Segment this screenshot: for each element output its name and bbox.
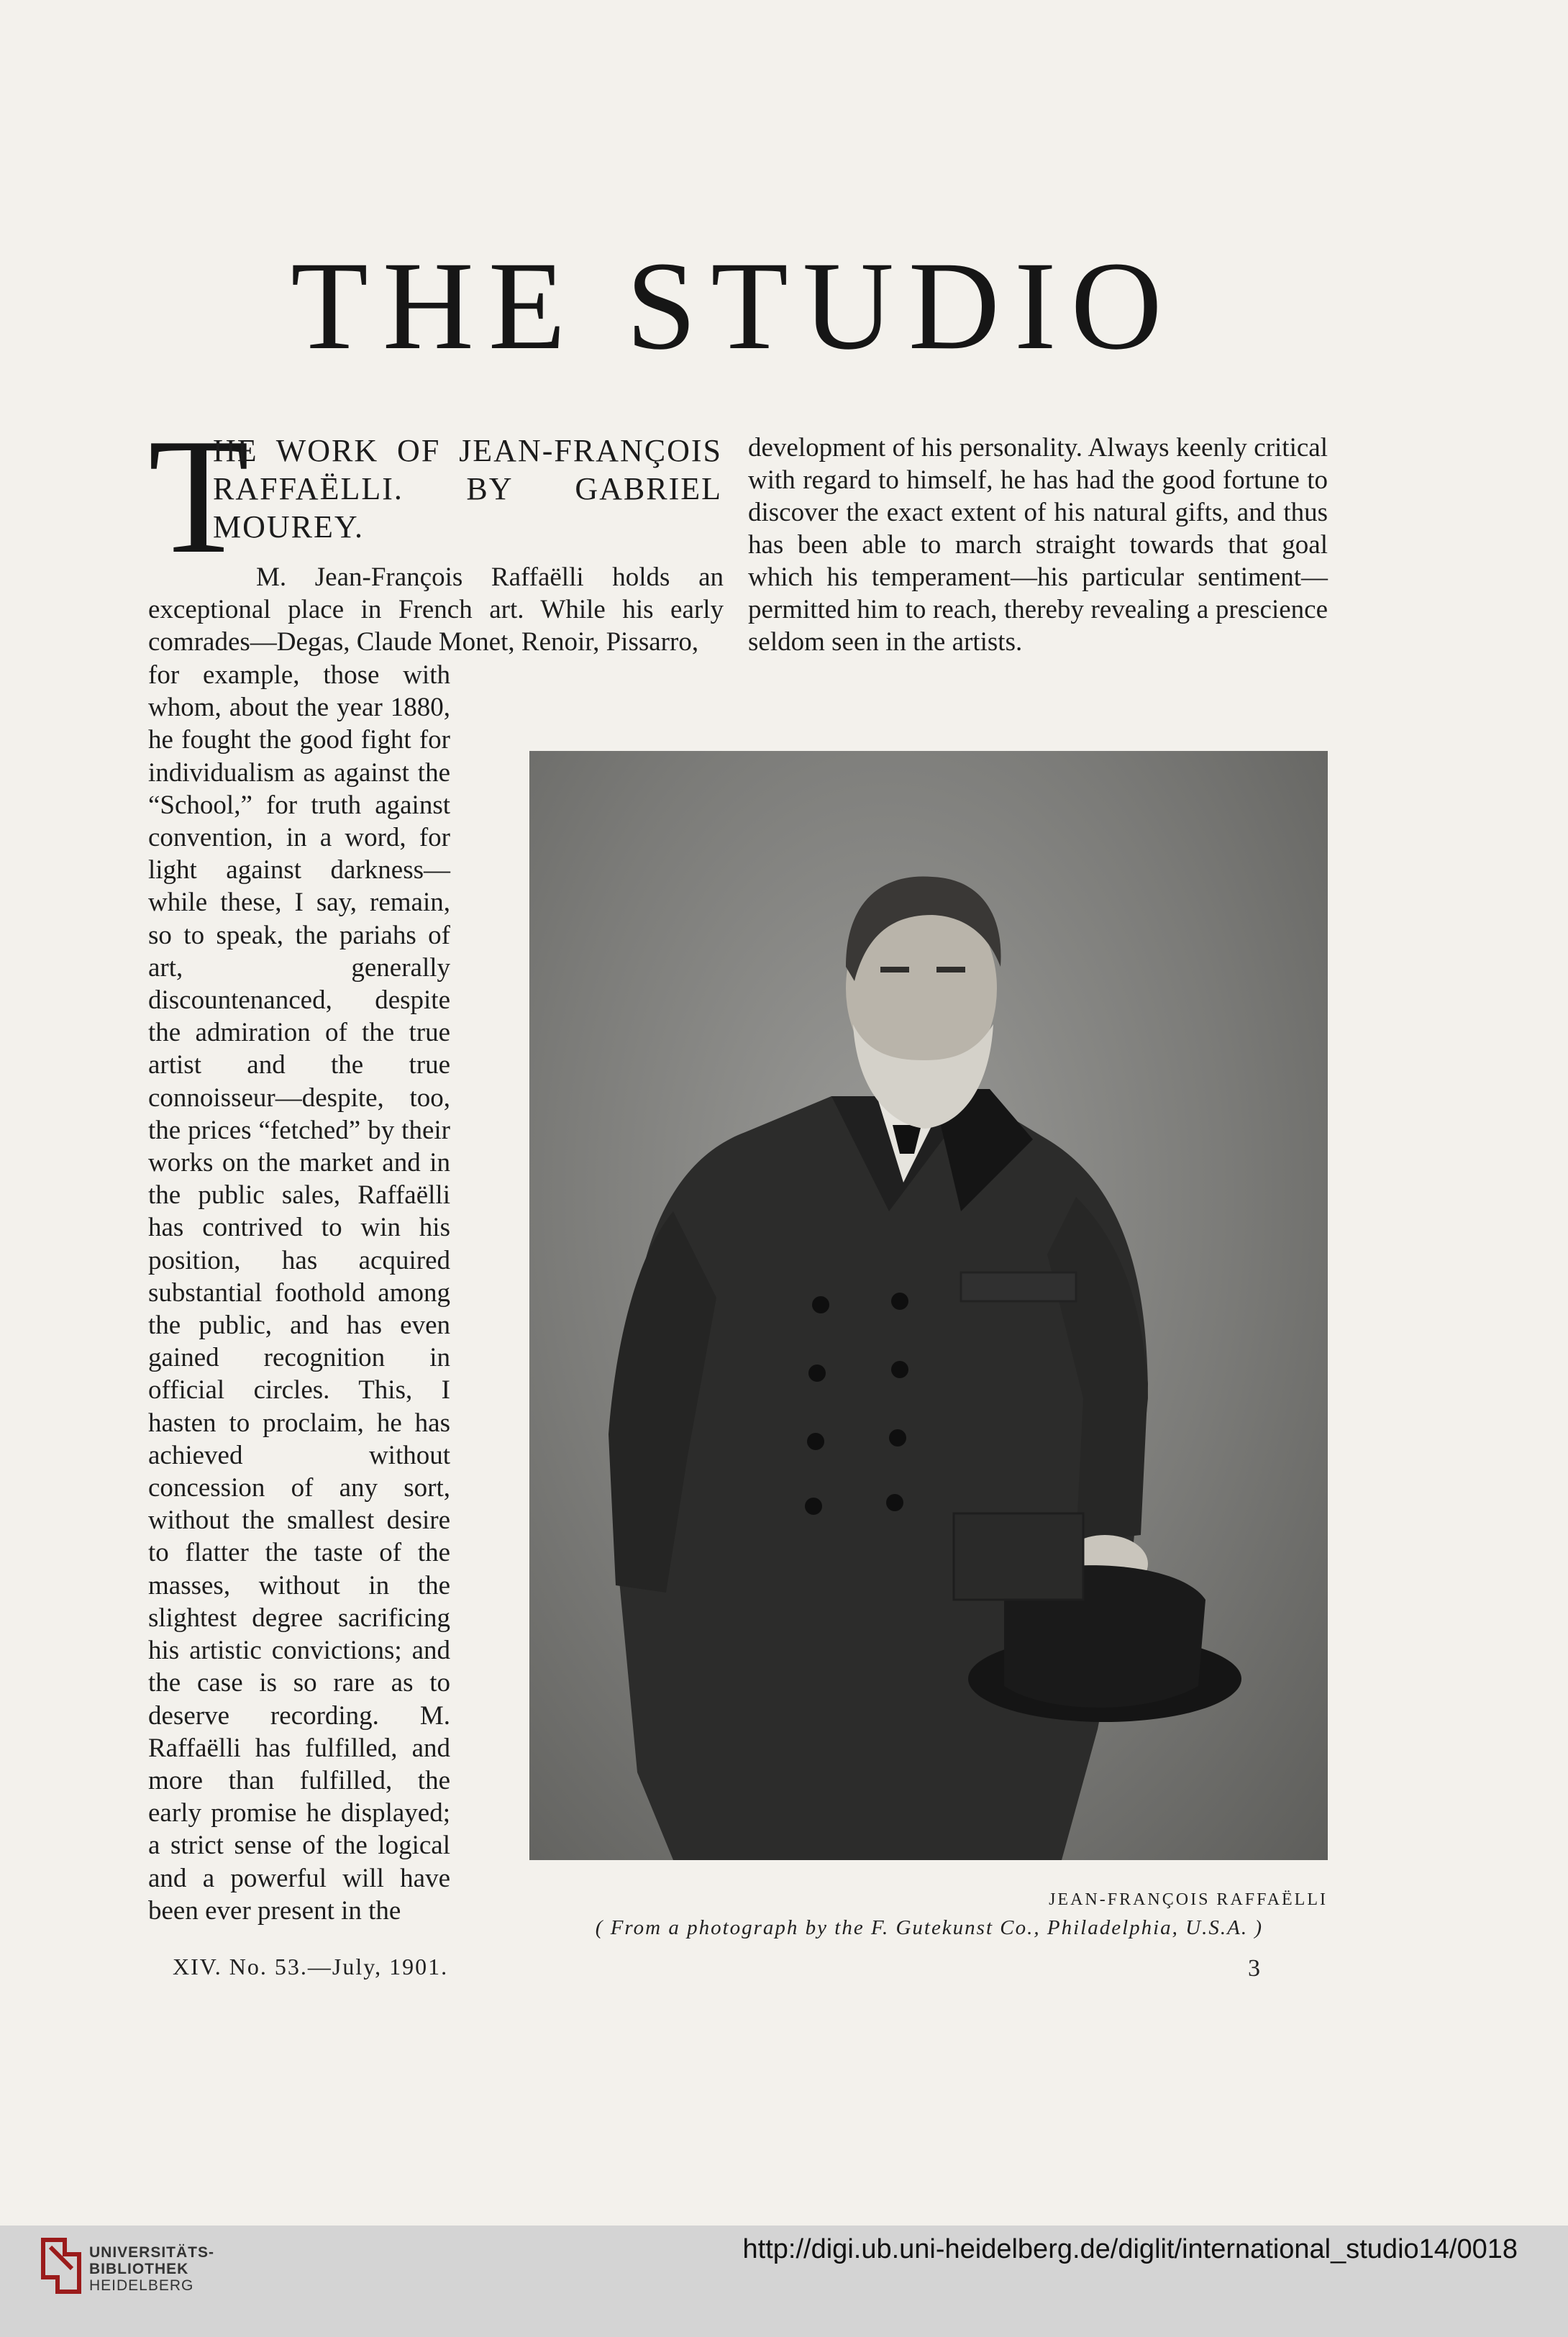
portrait-figure: [529, 751, 1328, 1860]
library-line-2: BIBLIOTHEK: [89, 2261, 189, 2277]
masthead-title: THE STUDIO: [291, 236, 1177, 376]
library-logo-icon: [36, 2233, 86, 2299]
photo-credit: ( From a photograph by the F. Gutekunst Co., Philadelphia, U.S.A. ): [595, 1916, 1263, 1939]
left-column-text: for example, those with whom, about the year 1880, he fought the good fight for individualism as against the “School,” for truth against convention, in a word, for light against darkness—while these, I say, remain, so to speak, the pariahs of art, generally discountenanced, despite the admiration of the true artist and the true connoisseur—despite, too, the prices “fetched” by their works on the market and in the public sales, Raffaëlli has contrived to win his position, has acquired substantial foothold among the public, and has even gained recognition in official circles. This, I hasten to proclaim, he has achieved without concession of any sort, without the smallest desire to flatter the taste of the masses, without in the slightest degree sacrificing his artistic convictions; and the case is so rare as to deserve recording. M. Raffaëlli has fulfilled, and more than fulfilled, the early promise he displayed; a strict sense of the logical and a powerful will have been ever present in the: [148, 660, 450, 1926]
drop-cap: T: [148, 404, 250, 588]
right-column: [748, 432, 1328, 658]
article-headline: [148, 404, 724, 588]
headline-text: HE WORK OF JEAN-FRANÇOIS RAFFAËLLI. BY GABRIEL MOUREY.: [213, 433, 722, 545]
left-column: [148, 659, 450, 1927]
volume-issue-line: XIV. No. 53.—July, 1901.: [173, 1954, 449, 1980]
portrait-photograph: [529, 751, 1328, 1860]
source-url[interactable]: http://digi.ub.uni-heidelberg.de/diglit/international_studio14/0018: [742, 2234, 1518, 2264]
right-column-text: development of his personality. Always keenly critical with regard to himself, he has had the good fortune to discover the exact extent of his natural gifts, and thus has been able to march straight towards that goal which his temperament—his particular sentiment—permitted him to reach, thereby revealing a prescience seldom seen in the artists.: [748, 433, 1328, 657]
photo-caption: JEAN-FRANÇOIS RAFFAËLLI: [1049, 1890, 1328, 1909]
library-line-1: UNIVERSITÄTS-: [89, 2244, 215, 2261]
library-name: [89, 2244, 214, 2294]
library-line-3: HEIDELBERG: [89, 2277, 194, 2294]
intro-text: M. Jean-François Raffaëlli holds an exceptional place in French art. While his early comrades—Degas, Claude Monet, Renoir, Pissarro,: [148, 562, 724, 657]
intro-paragraph: [148, 561, 724, 658]
page-number: 3: [1248, 1955, 1260, 1982]
footer-bar: [0, 2226, 1568, 2337]
